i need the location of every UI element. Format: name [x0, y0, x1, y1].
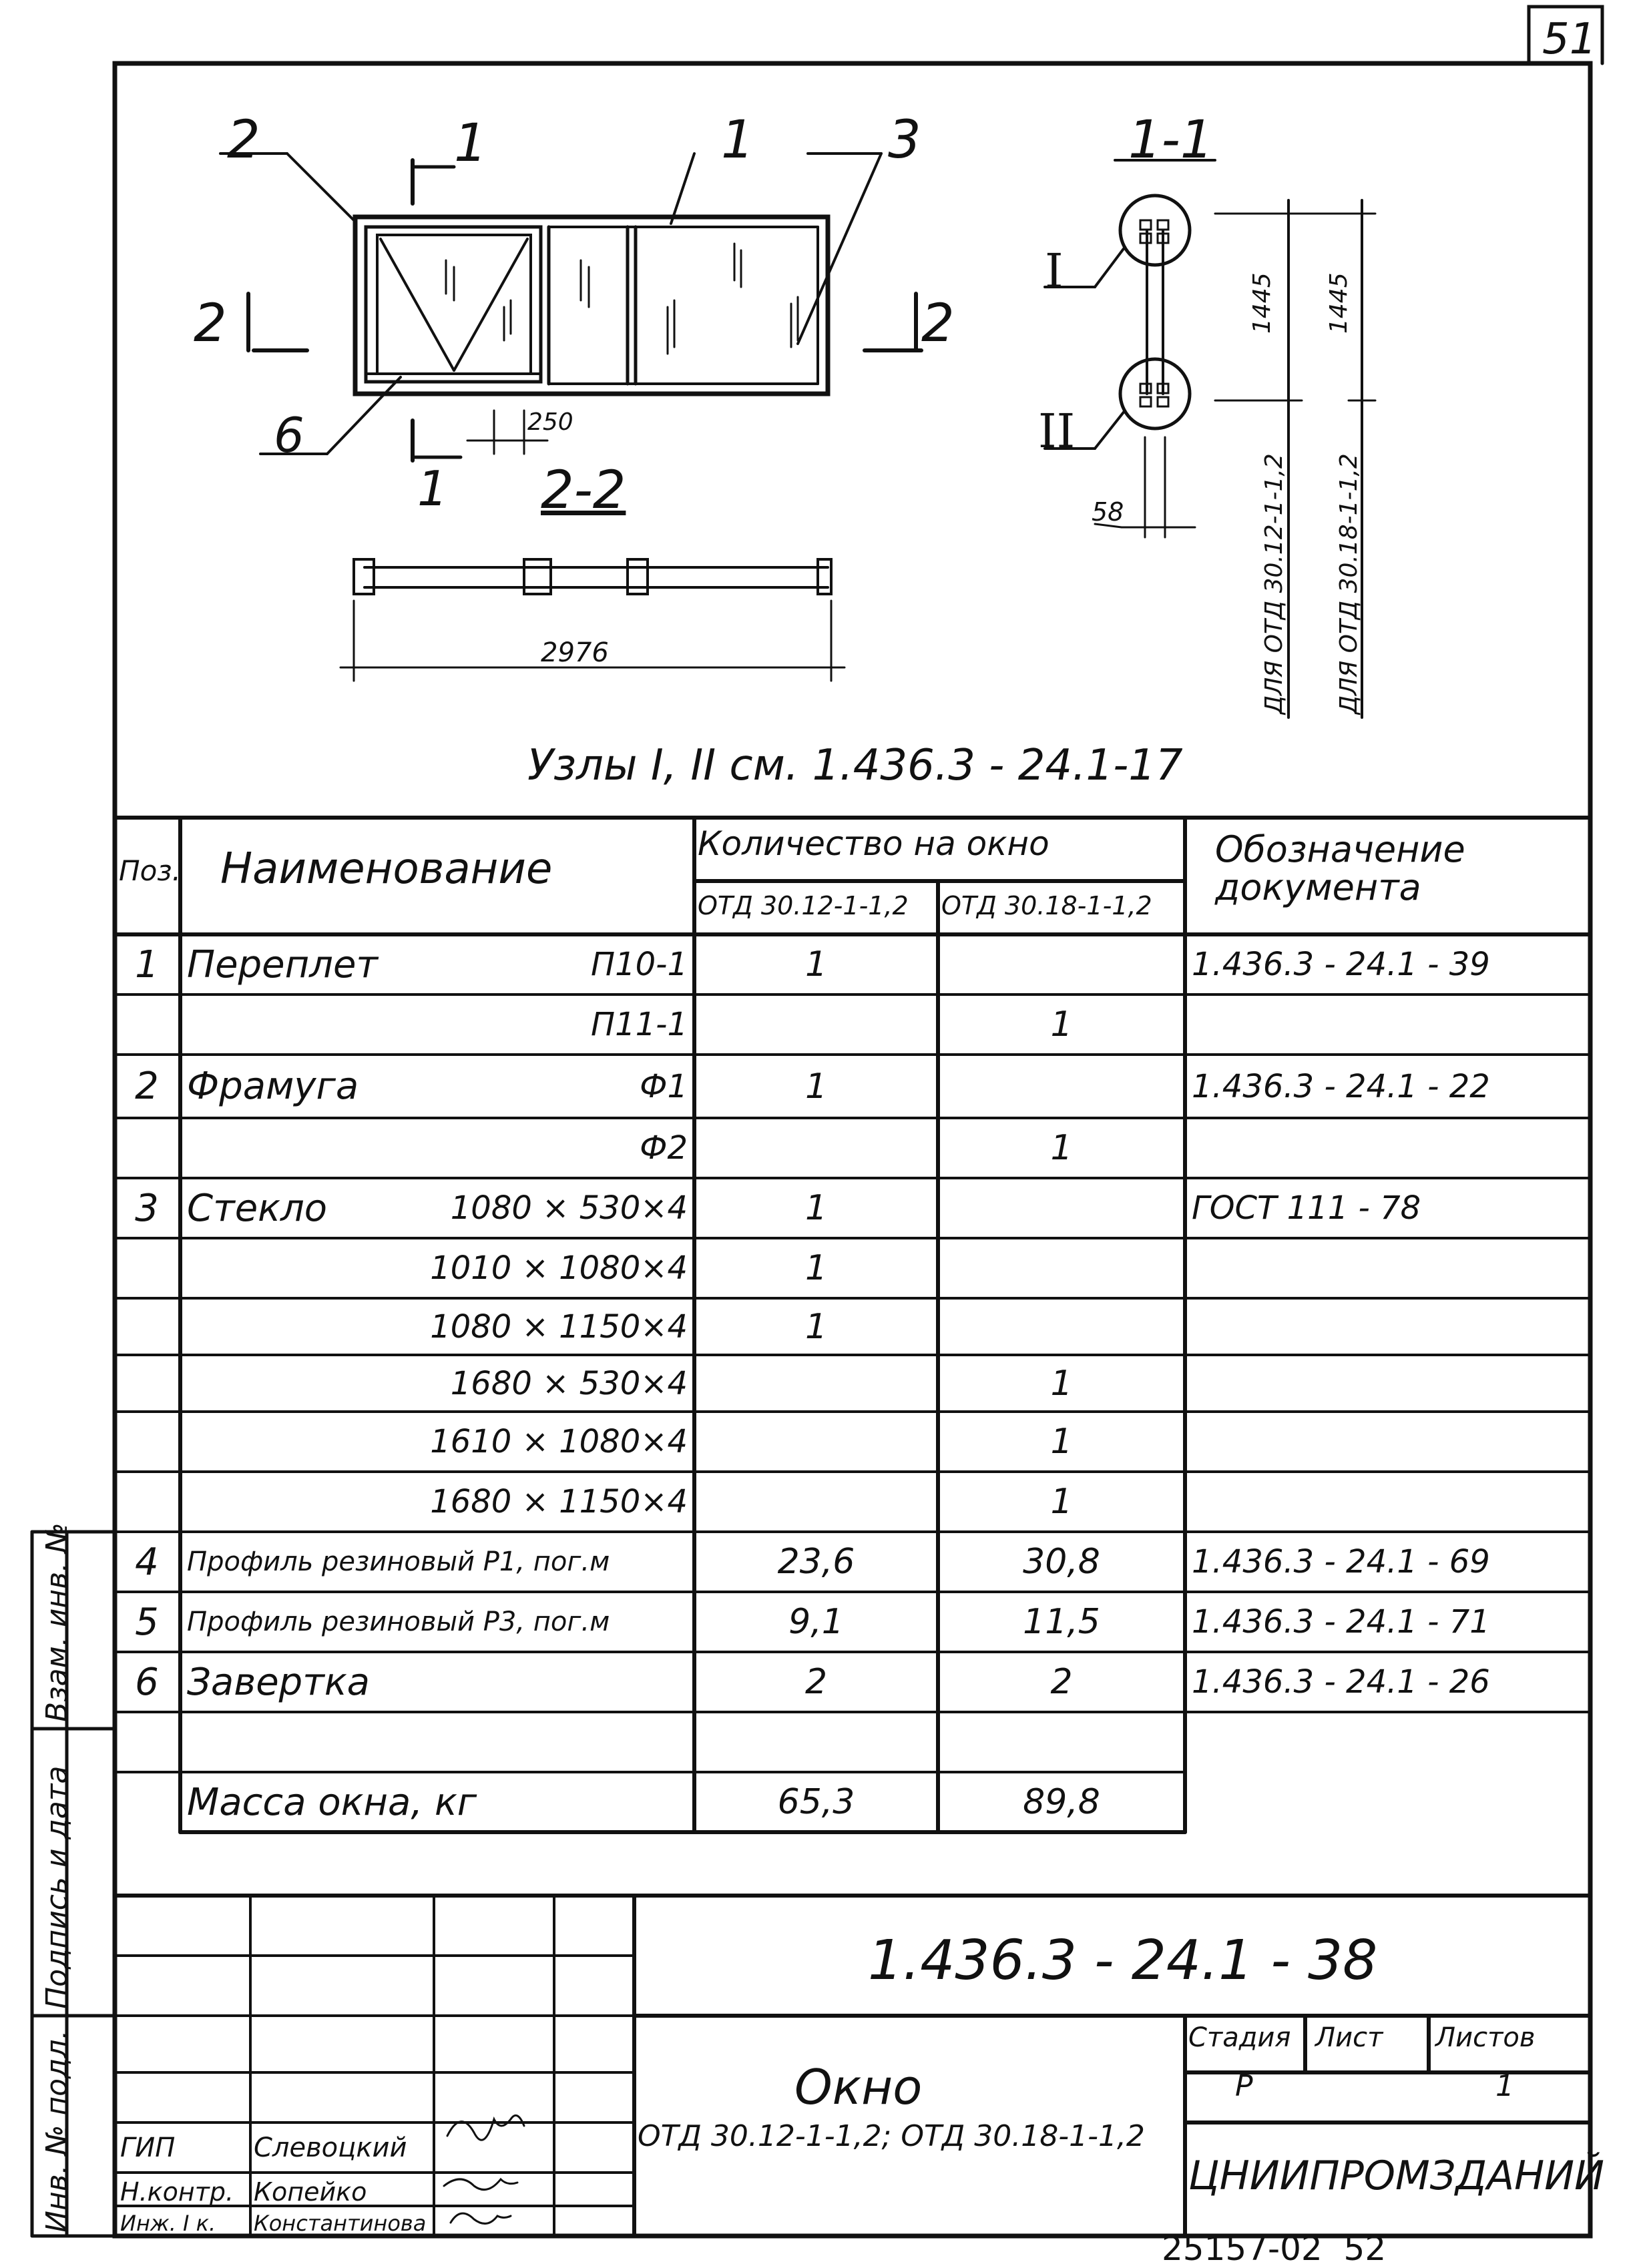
callout-2: 2: [227, 110, 260, 170]
stamp-inv-podl: Инв. № подл.: [40, 2030, 74, 2233]
row-qty-b: 30,8: [1023, 1542, 1100, 1583]
row-doc: 1.436.3 - 24.1 - 39: [1192, 946, 1490, 984]
row-qty-a: 2: [804, 1662, 828, 1703]
row-doc: 1.436.3 - 24.1 - 69: [1192, 1543, 1490, 1581]
stage-label: Стадия: [1188, 2022, 1291, 2053]
row-spec: П11-1: [590, 1006, 688, 1044]
sheets-value: 1: [1495, 2069, 1514, 2103]
footer-code: 25157-02 52: [1162, 2229, 1387, 2268]
row-name: Профиль резиновый Р3, пог.м: [187, 1607, 610, 1637]
row-pos: 3: [135, 1186, 159, 1230]
row-pos: 6: [135, 1660, 159, 1704]
name-gip: Слевоцкий: [254, 2133, 407, 2163]
header-qty-b: ОТД 30.18-1-1,2: [941, 891, 1152, 920]
note-for-otd-30-18: ДЛЯ ОТД 30.18-1-1,2: [1335, 453, 1363, 714]
sheet-label: Лист: [1315, 2022, 1383, 2053]
callout-1-frame: 1: [721, 110, 754, 170]
drawing-subtitle: ОТД 30.12-1-1,2; ОТД 30.18-1-1,2: [638, 2119, 1145, 2153]
row-name: Стекло: [187, 1186, 328, 1230]
header-doc: Обозначение документа: [1215, 828, 1465, 908]
dimension-1445-a: 1445: [1248, 272, 1276, 334]
row-qty-b: 11,5: [1023, 1602, 1100, 1643]
node-I-label: I: [1045, 244, 1064, 298]
page-number: 51: [1542, 15, 1597, 64]
row-pos: 1: [135, 942, 159, 986]
row-doc: ГОСТ 111 - 78: [1192, 1189, 1421, 1227]
row-spec: 1680 × 530×4: [450, 1364, 688, 1402]
row-spec: Ф2: [640, 1129, 688, 1167]
callout-1-section-top: 1: [454, 113, 487, 174]
row-spec: 1610 × 1080×4: [430, 1423, 688, 1461]
row-name: Завертка: [187, 1660, 370, 1704]
node-II-label: II: [1038, 404, 1076, 459]
row-name: Профиль резиновый Р1, пог.м: [187, 1546, 610, 1577]
row-spec: Ф1: [640, 1067, 688, 1105]
row-qty-b: 1: [1050, 1005, 1073, 1045]
row-spec: П10-1: [590, 946, 688, 984]
sheets-label: Листов: [1435, 2022, 1536, 2053]
row-qty-a: 9,1: [788, 1602, 844, 1643]
callout-6: 6: [274, 407, 304, 463]
row-pos: 2: [135, 1065, 159, 1109]
row-qty-a: 65,3: [777, 1782, 855, 1823]
header-qty-a: ОТД 30.12-1-1,2: [698, 891, 909, 920]
section-mark-2-right: 2: [921, 294, 955, 354]
row-qty-b: 1: [1050, 1422, 1073, 1462]
row-doc: 1.436.3 - 24.1 - 22: [1192, 1067, 1490, 1105]
role-n-kontr: Н.контр.: [120, 2177, 234, 2207]
row-qty-a: 1: [804, 1248, 828, 1289]
header-qty: Количество на окно: [698, 824, 1049, 863]
name-n-kontr: Копейко: [254, 2177, 367, 2207]
header-name: Наименование: [220, 844, 553, 894]
row-qty-b: 89,8: [1023, 1782, 1100, 1823]
dimension-2976: 2976: [541, 637, 609, 668]
row-qty-a: 1: [804, 1066, 828, 1107]
note-for-otd-30-12: ДЛЯ ОТД 30.12-1-1,2: [1260, 453, 1288, 714]
section-1-1-title: 1-1: [1128, 110, 1214, 170]
stage-value: Р: [1235, 2069, 1253, 2103]
row-qty-a: 23,6: [777, 1542, 855, 1583]
section-2-2-title: 2-2: [541, 461, 626, 521]
row-qty-b: 2: [1050, 1662, 1073, 1703]
dimension-250: 250: [527, 408, 573, 436]
name-inzh: Константинова: [254, 2211, 427, 2236]
row-qty-b: 1: [1050, 1482, 1073, 1522]
row-spec: 1680 × 1150×4: [430, 1483, 688, 1521]
row-qty-a: 1: [804, 944, 828, 985]
row-qty-b: 1: [1050, 1128, 1073, 1169]
row-spec: 1080 × 530×4: [450, 1189, 688, 1227]
callout-3: 3: [888, 110, 921, 170]
role-gip: ГИП: [120, 2133, 176, 2163]
role-inzh: Инж. I к.: [120, 2211, 216, 2236]
row-qty-b: 1: [1050, 1363, 1073, 1404]
row-qty-a: 1: [804, 1306, 828, 1347]
row-pos: 5: [135, 1600, 159, 1644]
header-pos: Поз.: [119, 854, 181, 887]
row-spec: 1080 × 1150×4: [430, 1308, 688, 1346]
callout-1-section-bottom: 1: [417, 461, 448, 517]
dimension-1445-b: 1445: [1325, 272, 1353, 334]
stamp-podpis-data: Подпись и дата: [40, 1765, 74, 2009]
row-name: Переплет: [187, 942, 379, 986]
row-doc: 1.436.3 - 24.1 - 26: [1192, 1663, 1490, 1701]
row-pos: 4: [135, 1540, 159, 1584]
drawing-title: Окно: [794, 2059, 923, 2115]
row-name: Масса окна, кг: [187, 1780, 477, 1824]
row-doc: 1.436.3 - 24.1 - 71: [1192, 1603, 1490, 1641]
section-mark-2-left: 2: [194, 294, 227, 354]
stamp-vzam-inv: Взам. инв. №: [40, 1522, 74, 1722]
organization: ЦНИИПРОМЗДАНИЙ: [1188, 2153, 1605, 2199]
dimension-58: 58: [1092, 497, 1124, 527]
nodes-reference-note: Узлы I, II см. 1.436.3 - 24.1-17: [527, 741, 1183, 790]
document-code: 1.436.3 - 24.1 - 38: [868, 1929, 1378, 1992]
row-spec: 1010 × 1080×4: [430, 1249, 688, 1288]
row-name: Фрамуга: [187, 1065, 359, 1109]
row-qty-a: 1: [804, 1188, 828, 1229]
